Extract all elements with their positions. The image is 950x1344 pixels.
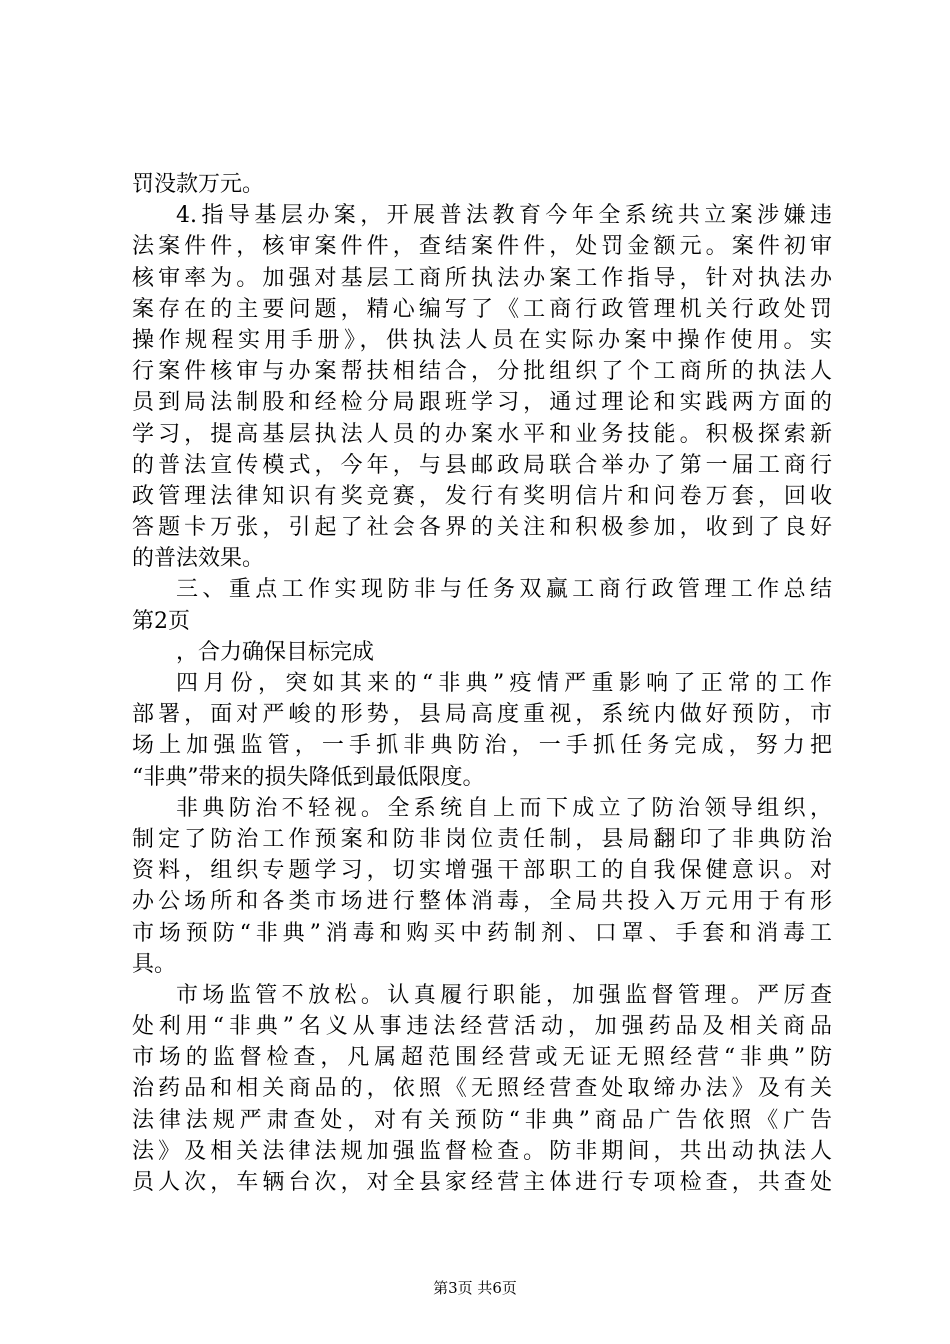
text-line: 市场的监督检查，凡属超范围经营或无证无照经营“非典”防 (132, 1045, 832, 1071)
text-line: 核审率为。加强对基层工商所执法办案工作指导，针对执法办 (132, 265, 832, 291)
text-line: 法》及相关法律法规加强监督检查。防非期间，共出动执法人 (132, 1138, 832, 1164)
text-line: 三、重点工作实现防非与任务双赢工商行政管理工作总结 (176, 577, 832, 603)
text-line: “非典”带来的损失降低到最低限度。 (132, 764, 485, 790)
text-line: 第2页 (132, 608, 190, 634)
text-line: ，合力确保目标完成 (176, 639, 375, 665)
text-line: 部署，面对严峻的形势，县局高度重视，系统内做好预防，市 (132, 702, 832, 728)
text-line: 学习，提高基层执法人员的办案水平和业务技能。积极探索新 (132, 421, 832, 447)
text-line: 场上加强监管，一手抓非典防治，一手抓任务完成，努力把 (132, 733, 832, 759)
text-line: 治药品和相关商品的，依照《无照经营查处取缔办法》及有关 (132, 1076, 832, 1102)
text-line: 罚没款万元。 (132, 172, 265, 197)
text-line: 法案件件，核审案件件，查结案件件，处罚金额元。案件初审 (132, 234, 832, 260)
text-line: 4.指导基层办案，开展普法教育今年全系统共立案涉嫌违 (176, 203, 832, 229)
text-line: 员到局法制股和经检分局跟班学习，通过理论和实践两方面的 (132, 390, 832, 416)
text-line: 处利用“非典”名义从事违法经营活动，加强药品及相关商品 (132, 1014, 832, 1040)
text-line: 制定了防治工作预案和防非岗位责任制，县局翻印了非典防治 (132, 826, 832, 852)
text-line: 员人次，车辆台次，对全县家经营主体进行专项检查，共查处 (132, 1170, 832, 1195)
text-line: 的普法效果。 (132, 546, 265, 572)
text-line: 非典防治不轻视。全系统自上而下成立了防治领导组织， (176, 795, 832, 821)
text-line: 答题卡万张，引起了社会各界的关注和积极参加，收到了良好 (132, 515, 832, 541)
text-line: 市场预防“非典”消毒和购买中药制剂、口罩、手套和消毒工 (132, 920, 832, 946)
text-line: 资料，组织专题学习，切实增强干部职工的自我保健意识。对 (132, 858, 832, 884)
text-line: 四月份，突如其来的“非典”疫情严重影响了正常的工作 (176, 671, 832, 696)
text-line: 操作规程实用手册》，供执法人员在实际办案中操作使用。实 (132, 327, 832, 353)
text-line: 政管理法律知识有奖竞赛，发行有奖明信片和问卷万套，回收 (132, 483, 832, 509)
text-line: 法律法规严肃查处，对有关预防“非典”商品广告依照《广告 (132, 1107, 832, 1133)
text-line: 的普法宣传模式，今年，与县邮政局联合举办了第一届工商行 (132, 452, 832, 478)
text-line: 案存在的主要问题，精心编写了《工商行政管理机关行政处罚 (132, 296, 832, 322)
page-footer: 第3页 共6页 (433, 1279, 517, 1297)
text-line: 办公场所和各类市场进行整体消毒，全局共投入万元用于有形 (132, 889, 832, 915)
text-line: 行案件核审与办案帮扶相结合，分批组织了个工商所的执法人 (132, 359, 832, 385)
document-body (132, 169, 832, 1198)
text-line: 具。 (132, 951, 177, 977)
text-line: 市场监管不放松。认真履行职能，加强监督管理。严厉查 (176, 982, 832, 1008)
